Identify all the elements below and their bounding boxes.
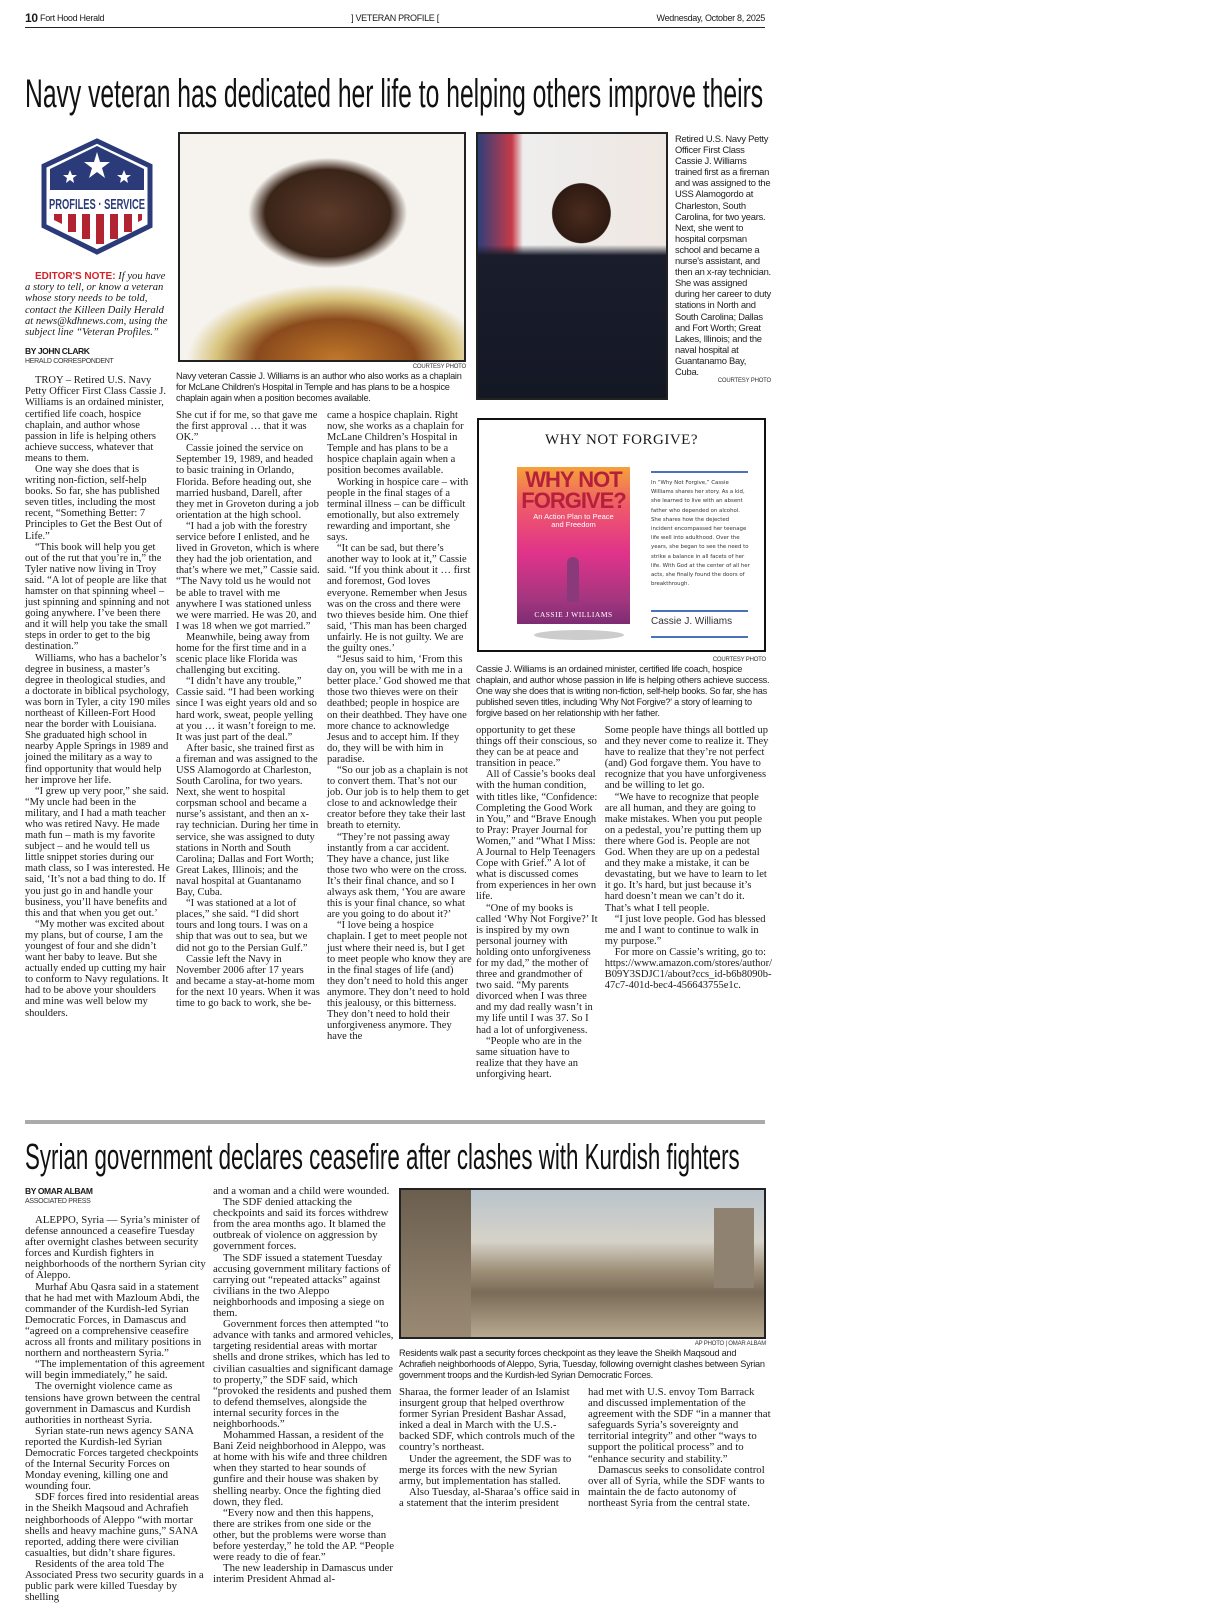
article2-headline-wrap — [25, 1136, 740, 1176]
book-heading: WHY NOT FORGIVE? — [545, 432, 698, 448]
article1-column-5 — [605, 725, 772, 1118]
article-paragraph: “I was stationed at a lot of places,” she said. “I did short tours and long tours. I was on a ship that was out to sea, but we did not go to the Persian Gulf.” — [176, 898, 308, 954]
article-paragraph: Williams, who has a bachelor’s degree in business, a master’s degree in theological studies, and a doctorate in biblical psychology, was born in Tyler, a city 190 miles northeast of Killeen-Fort Hood near the border with Louisiana. She graduated high school in nearby Apple Springs in 1989 and joined the military as a way to find opportunity that would help her improve her life. — [25, 652, 171, 786]
article-paragraph: “One of my books is called ‘Why Not Forgive?’ It is inspired by my own personal journey with holding onto unforgiveness for my dad,” the mother of three and grandmother of two said. “My parents divorced when I was three and my dad really wasn’t in my life until I was 37. So I had a lot of unforgiveness. — [476, 902, 598, 1036]
editors-note-label: EDITOR'S NOTE: — [35, 271, 116, 282]
article-paragraph: Mohammed Hassan, a resident of the Bani Zeid neighborhood in Aleppo, was at home with his wife and three children when they started to hear sounds of gunfire and their house was shaken by shelling nearby. Once the fighting died down, they fled. — [213, 1429, 388, 1508]
book-cover — [517, 467, 630, 624]
book-caption: Cassie J. Williams is an ordained minister, certified life coach, hospice chaplain, and author whose passion in life is helping others achieve success. One way she does that is writing non-fiction, self-help books. So far, she has published seven titles, including 'Why Not Forgive?' a story of learning to forgive based on her relationship with her father. — [476, 664, 770, 718]
cover-title-1: WHY NOT — [525, 467, 622, 492]
editors-note — [25, 271, 171, 338]
article2-column-4 — [588, 1387, 771, 1540]
article-paragraph: ALEPPO, Syria — Syria’s minister of defense announced a ceasefire Tuesday after overnight clashes between security forces and Kurdish fighters in neighborhoods of the northern Syrian city of Aleppo. — [25, 1214, 206, 1282]
page-number: 10 — [25, 11, 38, 25]
photo3-credit: AP PHOTO | OMAR ALBAM — [694, 1341, 766, 1347]
article-paragraph: “This book will help you get out of the rut that you’re in,” the Tyler native now living in Troy said. “A lot of people are like that hamster on that spinning wheel – just spinning and spinning and not going anywhere. I’ve been there and it will help you take the small steps in order to get to the big destination.” — [25, 541, 170, 653]
article-paragraph: Working in hospice care – with people in the final stages of a terminal illness – can be difficult emotionally, but also extremely rewarding and important, she says. — [327, 476, 469, 544]
article-paragraph: Some people have things all bottled up and they never come to realize it. They have to realize that they’re not perfect (and) God forgave them. You have to recognize that you have unforgiveness and be willing to let go. — [604, 725, 769, 792]
article2-column-3 — [399, 1387, 582, 1540]
article2-column-2 — [213, 1185, 395, 1586]
photo-cassie-williams — [178, 132, 466, 362]
article-paragraph: Meanwhile, being away from home for the first time and in a scenic place like Florida was challenging but exciting. — [176, 631, 310, 677]
article-paragraph: “They’re not passing away instantly from a car accident. They have a chance, just like those two who were on the cross. It’s their final chance, and so I always ask them, ‘You are aware this is your final chance, so what are you going to do about it?’ — [327, 831, 467, 921]
article-paragraph: “I just love people. God has blessed me and I want to continue to walk in my purpose.” — [604, 913, 766, 947]
article1-byline-role: HERALD CORRESPONDENT — [25, 358, 114, 366]
article-paragraph: One way she does that is writing non-fiction, self-help books. So far, she has published seven titles, including the most recent, “Something Better: 7 Principles to Get the Best Out of Life.” — [25, 463, 163, 542]
article-paragraph: Damascus seeks to consolidate control over all of Syria, while the SDF wants to maintain the de facto autonomy of northeast Syria from the central state. — [588, 1463, 765, 1509]
blurb-top-line — [651, 471, 748, 473]
cover-subtitle: An Action Plan to Peace and Freedom — [533, 512, 614, 529]
issue-date: Wednesday, October 8, 2025 — [656, 13, 765, 23]
article1-middle-columns — [176, 410, 472, 1118]
article1-right-columns — [476, 725, 772, 1118]
book-blurb: In “Why Not Forgive,” Cassie Williams shares her story. As a kid, she learned to live with an absent father who depended on alcohol. She shares how the dejected incident encompassed her teenage life well into adulthood. Over the years, she began to see the need to strike a balance in all facets of her life. With God at the center of all her acts, she finally found the doors of breakthrough. — [651, 480, 750, 588]
cover-figure-icon — [567, 557, 579, 602]
book-shadow — [534, 630, 624, 640]
paper-name: Fort Hood Herald — [40, 13, 105, 23]
article2-right-columns — [399, 1387, 771, 1540]
section-label: ] VETERAN PROFILE [ — [351, 13, 439, 23]
article-paragraph: After basic, she trained first as a fireman and was assigned to the USS Alamogordo at Charleston, South Carolina, for two years. Next, she went to hospital corpsman school and became a nurse’s assistant, and then an x-ray technician. During her time in service, she was assigned to duty stations in North and South Carolina; Dallas and Fort Worth; Great Lakes, Illinois; and the naval hospital at Guantanamo Bay, Cuba. — [176, 742, 319, 899]
article1-left-stack — [25, 271, 171, 1118]
article1-right-stack — [476, 656, 772, 1118]
article-paragraph: Under the agreement, the SDF was to merge its forces with the new Syrian army, but implementation has stalled. — [399, 1452, 572, 1487]
article-paragraph: opportunity to get these things off their conscious, so they can be at peace and transition in peace.” — [476, 725, 597, 770]
article2-headline: Syrian government declares ceasefire after clashes with Kurdish fighters — [25, 1136, 740, 1177]
article1-column-4 — [476, 725, 599, 1118]
article-paragraph: Murhaf Abu Qasra said in a statement that he had met with Mazloum Abdi, the commander of the Kurdish-led Syrian Democratic Forces, in Damascus and “agreed on a comprehensive ceasefire across all fronts and military positions in northern and northeastern Syria.” — [25, 1280, 202, 1360]
blurb-mid-line — [651, 610, 748, 612]
article-paragraph: Government forces then attempted “to advance with tanks and armored vehicles, targeting residential areas with mortar shells and drone strikes, which has led to civilian casualties and significant damage to property,” the SDF said, which “provoked the residents and pushed them to defend themselves, alongside the internal security forces in the neighborhoods.” — [213, 1318, 394, 1430]
photo-navy-portrait — [476, 132, 668, 400]
article-paragraph: The overnight violence came as tensions have grown between the central government in Damascus and Kurdish authorities in northeast Syria. — [25, 1380, 201, 1426]
cover-title-2: FORGIVE? — [521, 488, 626, 513]
article-paragraph: and a woman and a child were wounded. — [213, 1185, 390, 1197]
article-paragraph: “Jesus said to him, ‘From this day on, you will be with me in a better place.’ God showed me that those two thieves were on their deathbed; people in hospice are on their deathbed. They have one more chance to acknowledge Jesus and to accept him. If they do, they will be with him in paradise. — [327, 654, 471, 765]
page-folio — [25, 8, 765, 28]
article-paragraph: “People who are in the same situation have to realize that they have an unforgiving heart. — [476, 1035, 582, 1080]
article-paragraph: Cassie joined the service on September 19, 1989, and headed to basic training in Orlando, Florida. Before heading out, she married husband, Darell, after they met in Groveton during a job orientation at the high school. — [176, 443, 319, 521]
article-paragraph: “Every now and then this happens, there are strikes from one side or the other, but the problems were worse than before yesterday,” he told the AP. “People were ready to die of fear.” — [213, 1506, 394, 1564]
article2-left-stack — [25, 1186, 207, 1603]
article1-middle-stack — [176, 363, 472, 1118]
book-promo — [477, 418, 766, 652]
article1-column-2 — [176, 410, 321, 1118]
article-paragraph: “I didn’t have any trouble,” Cassie said. “I had been working since I was eight years old and so hard work, sweat, people yelling at you … it wasn’t foreign to me. It was just part of the deal.” — [176, 676, 317, 743]
article1-headline-wrap — [25, 72, 763, 116]
article-paragraph: “I love being a hospice chaplain. I get to meet people not just where their need is, but I get to meet people who know they are in the final stages of life (and) they don’t need to hold this anger anymore. They don’t need to hold this jealousy, or this bitterness. They don’t need to hold their unforgiveness anymore. They have the — [327, 920, 472, 1043]
photo-building-right — [714, 1208, 754, 1288]
article2-column-1 — [25, 1214, 207, 1603]
article-paragraph: The SDF issued a statement Tuesday accusing government military factions of carrying out “repeated attacks” against civilians in the two Aleppo neighborhoods and imposing a siege on them. — [213, 1251, 391, 1320]
article-paragraph: “The implementation of this agreement will begin immediately,” he said. — [25, 1358, 205, 1382]
cover-author: CASSIE J WILLIAMS — [534, 610, 613, 619]
photo2-caption: Retired U.S. Navy Petty Officer First Class Cassie J. Williams trained first as a fireman and was assigned to the USS Alamogordo at Charleston, South Carolina, for two years. Next, she went to hospital corpsman school and became a nurse's assistant, and then an x-ray technician. She was assigned during her career to duty stations in North and South Carolina; Dallas and Fort Worth; Great Lakes, Illinois; and the naval hospital at Guantanamo Bay, Cuba. — [675, 133, 771, 377]
article-paragraph: The SDF denied attacking the checkpoints and said its forces withdrew from the area months ago. It blamed the outbreak of violence on aggression by government forces. — [213, 1196, 389, 1253]
editors-note-text: If you have a story to tell, or know a veteran whose story needs to be told, contact the Killeen Daily Herald at news@kdhnews.com, using the subject line “Veteran Profiles.” — [25, 271, 168, 339]
article-paragraph: came a hospice chaplain. Right now, she works as a chaplain for McLane Children’s Hospital in Temple and has plans to be a hospice chaplain again when a position becomes available. — [327, 410, 464, 477]
article-paragraph: “My mother was excited about my plans, but of course, I am the youngest of four and she didn’t want her baby to leave. But she actually ended up cutting my hair to conform to Navy regulations. It had to be above your shoulders and mine was well below my shoulders. — [25, 918, 169, 1019]
photo-aleppo-residents — [399, 1188, 766, 1339]
article-paragraph: “It can be sad, but there’s another way to look at it,” Cassie said. “If you think about it … first and foremost, God loves everyone. Remember when Jesus was on the cross and there were two thieves beside him. One thief said, ‘This man has been charged unfairly. He is not guilty. We are the guilty ones.’ — [327, 543, 471, 654]
article-paragraph: The new leadership in Damascus under interim President Ahmad al- — [213, 1562, 393, 1586]
article-paragraph: Also Tuesday, al-Sharaa’s office said in a statement that the interim president — [399, 1485, 580, 1509]
article-paragraph: All of Cassie’s books deal with the human condition, with titles like, “Confidence: Completing the Good Work in You,” and “Brave Enough to Pray: Prayer Journal for Women,” and “What I Miss: A Journal to Help Teenagers Cope with Grief.” A lot of what is discussed comes from experiences in her own life. — [476, 769, 598, 903]
book-author: Cassie J. Williams — [651, 616, 733, 627]
section-divider — [25, 1120, 765, 1124]
article-paragraph: Sharaa, the former leader of an Islamist insurgent group that helped overthrow former Syrian President Bashar Assad, inked a deal in March with the U.S.-backed SDF, which controls much of the country’s northeast. — [399, 1386, 575, 1454]
photo1-credit: COURTESY PHOTO — [412, 364, 466, 370]
photo3-caption: Residents walk past a security forces checkpoint as they leave the Sheikh Maqsoud and Achrafieh neighborhoods of Aleppo, Syria, Tuesday, following overnight clashes between Syrian government troops and the Kurdish-led Syrian Democratic Forces. — [399, 1348, 765, 1380]
article2-byline: BY OMAR ALBAM — [25, 1186, 93, 1196]
article-paragraph: “I grew up very poor,” she said. “My uncle had been in the military, and I had a math teacher who was retired Navy. He made math fun – math is my favorite subject – and he would tell us little snippet stories during our math class, so I was interested. He said, ‘It’s not a bad thing to do. If you just go in and handle your business, you’ll have benefits and this and that when you get out.’ — [25, 785, 170, 919]
blurb-bottom-line — [651, 636, 748, 638]
article1-column-3 — [327, 410, 472, 1118]
article1-headline: Navy veteran has dedicated her life to helping others improve theirs — [25, 72, 764, 116]
article1-byline: BY JOHN CLARK — [25, 346, 90, 357]
article2-right-stack — [399, 1340, 771, 1540]
article-paragraph: Syrian state-run news agency SANA reported the Kurdish-led Syrian Democratic Forces targeted checkpoints of the Internal Security Forces on Monday evening, killing one and wounding four. — [25, 1424, 199, 1493]
article1-column-1 — [25, 375, 171, 1118]
photo2-credit: COURTESY PHOTO — [717, 378, 771, 385]
article-paragraph: For more on Cassie’s writing, go to: https://www.amazon.com/stores/author/ B09Y3SDJC1/about?ccs_id-b6b8090b-47c7-401d-bec4-456643755e1c. — [604, 946, 773, 992]
photo1-caption: Navy veteran Cassie J. Williams is an author who also works as a chaplain for McLane Children's Hospital in Temple and has plans to be a hospice chaplain again when a position becomes available. — [176, 371, 462, 403]
logo-text: PROFILES · SERVICE — [49, 196, 145, 213]
article-paragraph: “We have to recognize that people are all human, and they are going to make mistakes. When you put people on a pedestal, you’re putting them up there where God is. People are not God. When they are up on a pedestal and they make a mistake, it can be devastating, but we have to learn to let it go. It’s hard, but just because it’s hard doesn’t mean we can’t do it. That’s what I tell people. — [604, 791, 767, 914]
article-paragraph: TROY – Retired U.S. Navy Petty Officer First Class Cassie J. Williams is an ordained minister, certified life coach, hospice chaplain, and author whose passion in life is helping others achieve success, whatever that means to them. — [25, 375, 166, 464]
profiles-in-service-logo — [38, 138, 156, 256]
article-paragraph: had met with U.S. envoy Tom Barrack and discussed implementation of the agreement with the SDF “in a manner that safeguards Syria’s sovereignty and territorial integrity” and other “ways to support the political process” and to “enhance security and stability.” — [588, 1386, 771, 1465]
article-paragraph: “So our job as a chaplain is not to convert them. That’s not our job. Our job is to help them to get close to and acknowledge their creator before they take their last breath to eternity. — [327, 765, 470, 832]
article-paragraph: “I had a job with the forestry service before I enlisted, and he lived in Groveton, which is where they had the job orientation, and that’s where we met,” Cassie said. “The Navy told us he would not be able to travel with me anywhere I was stationed unless we were married. He was 20, and I was 18 when we got married.” — [176, 520, 320, 632]
photo2-caption-stack — [675, 133, 771, 385]
book-credit: COURTESY PHOTO — [712, 657, 766, 663]
photo-building-left — [401, 1190, 471, 1337]
article-paragraph: Residents of the area told The Associated Press two security guards in a public park were killed Tuesday by shelling — [25, 1557, 204, 1603]
article-paragraph: Cassie left the Navy in November 2006 after 17 years and became a stay-at-home mom for the next 10 years. When it was time to go back to work, she be- — [176, 953, 320, 1009]
article-paragraph: She cut if for me, so that gave me the first approval … that it was OK.” — [176, 410, 318, 444]
article-paragraph: SDF forces fired into residential areas in the Sheikh Maqsoud and Achrafieh neighborhoods of Aleppo “with mortar shells and heavy machine guns,” SANA reported, adding there were civilian casualties, but didn’t share figures. — [25, 1491, 199, 1559]
article2-byline-role: ASSOCIATED PRESS — [25, 1198, 91, 1205]
